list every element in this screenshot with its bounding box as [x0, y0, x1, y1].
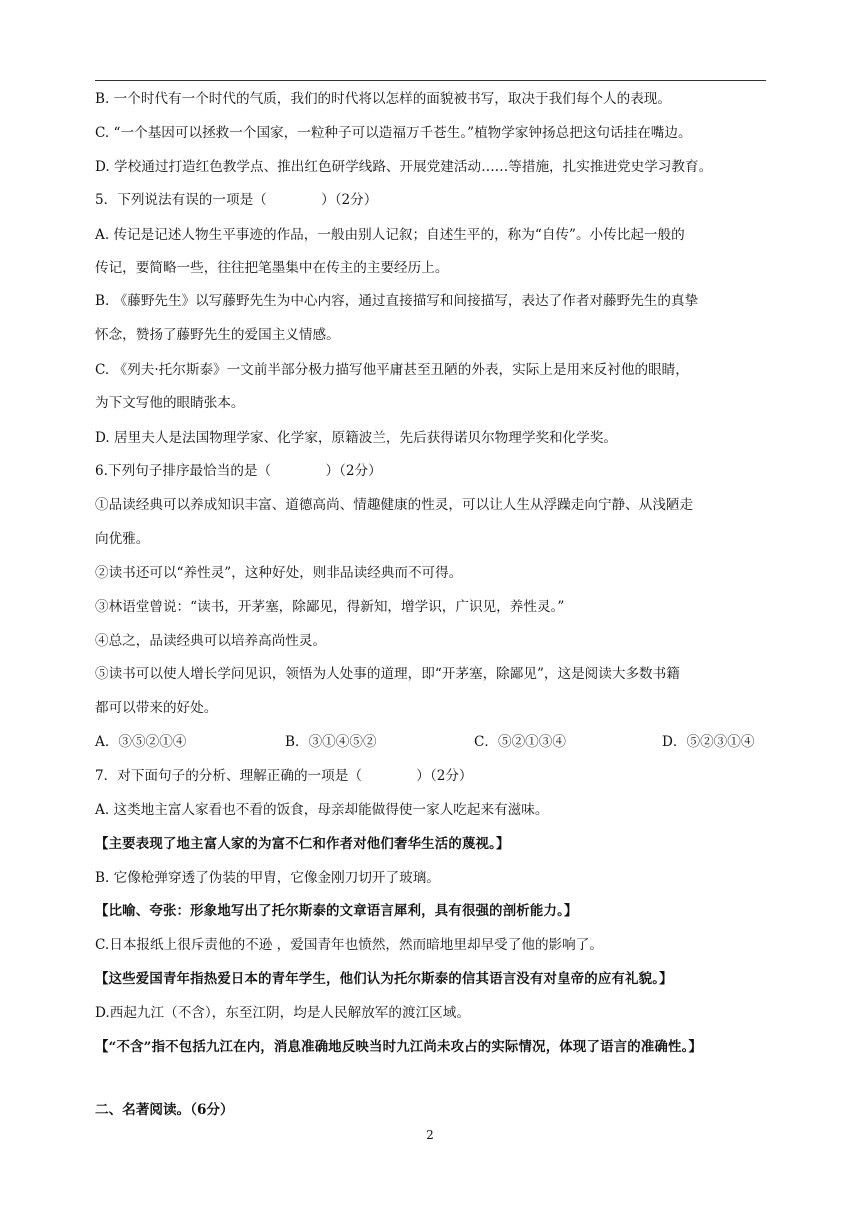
option-c-line: C. “一个基因可以拯救一个国家，一粒种子可以造福万千苍生。”植物学家钟扬总把这句话挂在嘴边。 — [95, 125, 692, 141]
q6-sentence-2: ②读书还可以“养性灵”，这种好处，则非品读经典而不可得。 — [95, 565, 463, 581]
q6-sentence-4: ④总之，品读经典可以培养高尚性灵。 — [95, 633, 327, 649]
question-7-stem: 7．对下面句子的分析、理解正确的一项是（ ）（2分） — [95, 768, 473, 784]
section-heading: 二、名著阅读。（6分） — [95, 1102, 234, 1118]
q5-option-a-line2: 传记，要简略一些，往往把笔墨集中在传主的主要经历上。 — [95, 260, 449, 276]
q6-option-b: B．③①④⑤② — [285, 734, 377, 750]
q5-option-a-line1: A. 传记是记述人物生平事迹的作品，一般由别人记叙；自述生平的，称为“自传”。小传比起一般的 — [95, 227, 685, 243]
q5-option-b-line1: B. 《藤野先生》以写藤野先生为中心内容，通过直接描写和间接描写，表达了作者对藤野先生的真挚 — [95, 293, 699, 309]
q5-option-d-line: D. 居里夫人是法国物理学家、化学家，原籍波兰，先后获得诺贝尔物理学奖和化学奖。 — [95, 430, 618, 446]
q6-sentence-5-line2: 都可以带来的好处。 — [95, 700, 218, 716]
header-rule — [95, 80, 766, 81]
q5-option-c-line2: 为下文写他的眼睛张本。 — [95, 395, 245, 411]
q6-sentence-1-line2: 向优雅。 — [95, 531, 150, 547]
q6-option-a: A．③⑤②①④ — [95, 734, 187, 750]
q7-option-b-note: 【比喻、夸张：形象地写出了托尔斯泰的文章语言犀利，具有很强的剖析能力。】 — [95, 903, 578, 919]
option-d-line: D. 学校通过打造红色教学点、推出红色研学线路、开展党建活动……等措施，扎实推进党史学习教育。 — [95, 159, 713, 175]
q6-sentence-3: ③林语堂曾说：“读书，开茅塞，除鄙见，得新知，增学识，广识见，养性灵。” — [95, 599, 565, 615]
q7-option-d: D.西起九江（不含），东至江阴，均是人民解放军的渡江区域。 — [95, 1005, 470, 1021]
q7-option-a: A. 这类地主富人家看也不看的饭食，母亲却能做得使一家人吃起来有滋味。 — [95, 802, 549, 818]
q6-sentence-5-line1: ⑤读书可以使人增长学问见识，领悟为人处事的道理，即“开茅塞，除鄙见”，这是阅读大多数书籍 — [95, 666, 680, 682]
q6-sentence-1-line1: ①品读经典可以养成知识丰富、道德高尚、情趣健康的性灵，可以让人生从浮躁走向宁静、从浅陋走 — [95, 497, 694, 513]
question-6-stem: 6.下列句子排序最恰当的是（ ）（2分） — [95, 463, 382, 479]
q5-option-c-line1: C. 《列夫·托尔斯泰》一文前半部分极力描写他平庸甚至丑陋的外表，实际上是用来反衬他的眼睛， — [95, 362, 689, 378]
q7-option-c-note: 【这些爱国青年指热爱日本的青年学生，他们认为托尔斯泰的信其语言没有对皇帝的应有礼貌。】 — [95, 971, 673, 987]
q7-option-b: B. 它像枪弹穿透了伪装的甲胄，它像金刚刀切开了玻璃。 — [95, 870, 440, 886]
q7-option-a-note: 【主要表现了地主富人家的为富不仁和作者对他们奢华生活的蔑视。】 — [95, 836, 510, 852]
q5-option-b-line2: 怀念，赞扬了藤野先生的爱国主义情感。 — [95, 327, 340, 343]
page-number: 2 — [426, 1128, 434, 1142]
question-5-stem: 5．下列说法有误的一项是（ ）（2分） — [95, 192, 378, 208]
q6-option-c: C．⑤②①③④ — [474, 734, 566, 750]
option-b-line: B. 一个时代有一个时代的气质，我们的时代将以怎样的面貌被书写，取决于我们每个人的表现。 — [95, 91, 671, 107]
q7-option-d-note: 【“不含”指不包括九江在内，消息准确地反映当时九江尚未攻占的实际情况，体现了语言的准确性。】 — [95, 1039, 703, 1055]
q6-option-d: D．⑤②③①④ — [662, 734, 755, 750]
q7-option-c: C.日本报纸上很斥责他的不逊 ，爱国青年也愤然，然而暗地里却早受了他的影响了。 — [95, 937, 603, 953]
